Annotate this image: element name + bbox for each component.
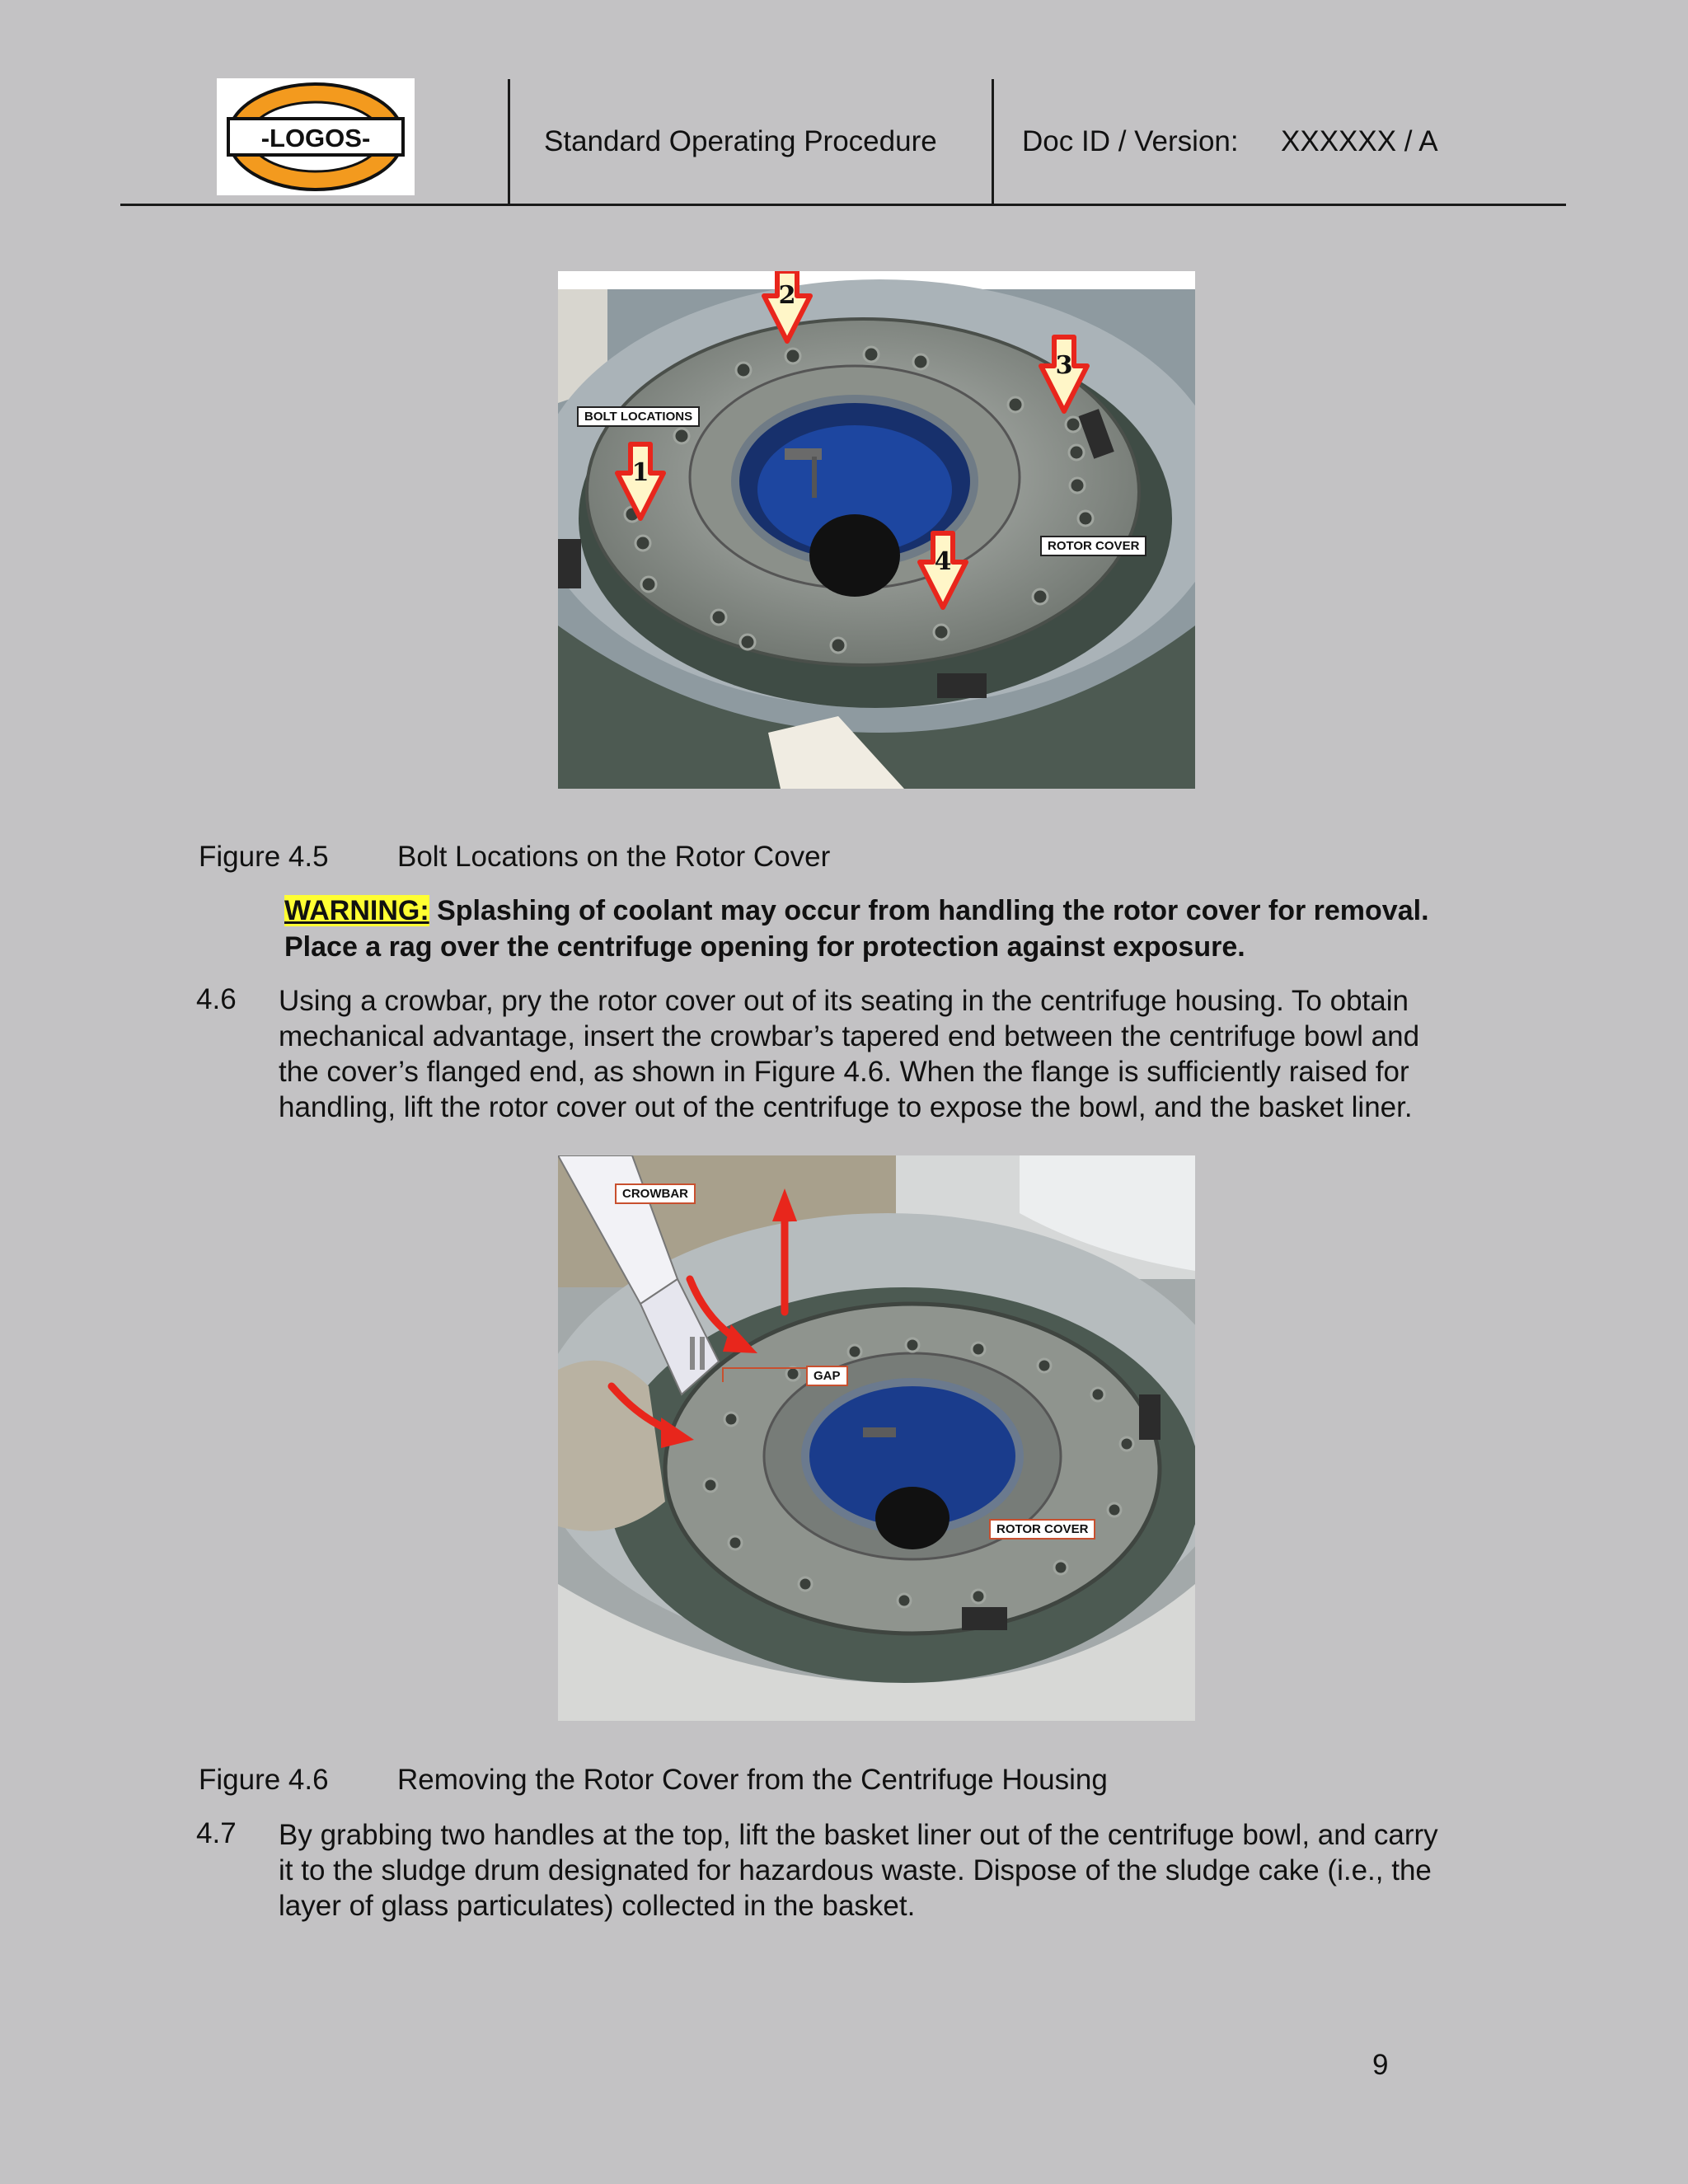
step-text [279,1817,1581,1924]
rotor-cover-label: ROTOR COVER [1040,536,1146,556]
header-divider [508,79,510,205]
figure-number: Figure 4.6 [199,1764,329,1796]
bolt-callout-4: 4 [934,547,952,576]
document-type: Standard Operating Procedure [544,125,937,157]
step-line: the cover’s flanged end, as shown in Figure 4.6. When the flange is sufficiently raised for [279,1056,1409,1088]
figure-bolt-locations-photo [558,271,1195,789]
bolt-callout-2: 2 [778,281,796,310]
warning-text: Splashing of coolant may occur from handling the rotor cover for removal. [429,895,1429,926]
warning-text: Place a rag over the centrifuge opening for protection against exposure. [284,931,1245,963]
step-line: Using a crowbar, pry the rotor cover out of its seating in the centrifuge housing. To obtain [279,985,1409,1017]
header-rule [120,204,1566,206]
bolt-locations-label: BOLT LOCATIONS [577,406,700,427]
figure-caption: Removing the Rotor Cover from the Centrifuge Housing [397,1764,1108,1796]
warning-note [284,893,1570,965]
logo-text: -LOGOS- [260,124,371,152]
bolt-callout-3: 3 [1055,351,1073,380]
step-number: 4.6 [196,983,237,1015]
doc-id-label: Doc ID / Version: [1022,125,1239,157]
gap-label: GAP [806,1366,848,1386]
figure-caption: Bolt Locations on the Rotor Cover [397,841,831,873]
rotor-cover-label: ROTOR COVER [989,1519,1095,1540]
step-line: mechanical advantage, insert the crowbar’s tapered end between the centrifuge bowl and [279,1020,1420,1052]
step-line: layer of glass particulates) collected in the basket. [279,1890,916,1922]
step-number: 4.7 [196,1817,237,1849]
doc-id-value: XXXXXX / A [1281,125,1438,157]
step-line: handling, lift the rotor cover out of the centrifuge to expose the bowl, and the basket liner. [279,1091,1413,1123]
warning-label: WARNING: [284,895,429,926]
step-line: By grabbing two handles at the top, lift the basket liner out of the centrifuge bowl, and carry [279,1819,1438,1851]
step-text [279,983,1581,1125]
crowbar-label: CROWBAR [615,1183,696,1204]
step-line: it to the sludge drum designated for hazardous waste. Dispose of the sludge cake (i.e., the [279,1854,1432,1886]
figure-rotor-removal-photo [558,1155,1195,1721]
header-divider [992,79,994,205]
page-number: 9 [1372,2049,1389,2081]
bolt-callout-1: 1 [631,458,649,487]
figure-number: Figure 4.5 [199,841,329,873]
logo [217,78,415,195]
